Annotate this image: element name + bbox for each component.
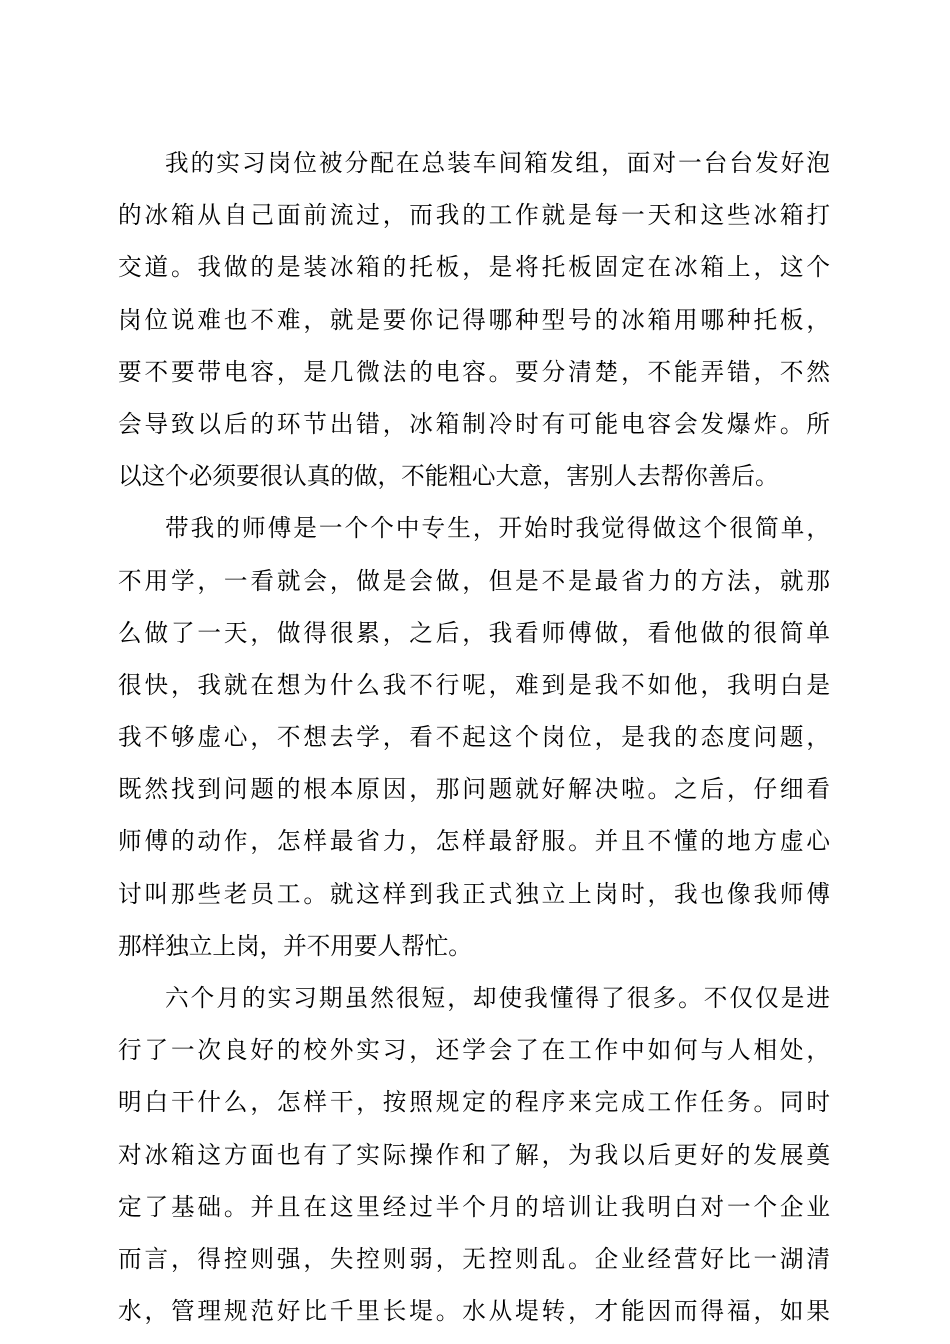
text-line: 明白干什么，怎样干，按照规定的程序来完成工作任务。同时 [118, 1088, 830, 1117]
text-line: 既然找到问题的根本原因，那问题就好解决啦。之后，仔细看 [118, 775, 830, 804]
text-line: 的冰箱从自己面前流过，而我的工作就是每一天和这些冰箱打 [118, 201, 830, 230]
text-line: 么做了一天，做得很累，之后，我看师傅做，看他做的很简单 [118, 618, 830, 647]
text-line: 很快，我就在想为什么我不行呢，难到是我不如他，我明白是 [118, 670, 830, 699]
text-line: 行了一次良好的校外实习，还学会了在工作中如何与人相处， [118, 1036, 830, 1065]
text-line: 我的实习岗位被分配在总装车间箱发组，面对一台台发好泡 [165, 149, 830, 177]
text-line: 岗位说难也不难，就是要你记得哪种型号的冰箱用哪种托板， [118, 305, 830, 334]
text-line: 以这个必须要很认真的做，不能粗心大意，害别人去帮你善后。 [118, 462, 779, 491]
text-line: 师傅的动作，怎样最省力，怎样最舒服。并且不懂的地方虚心 [118, 827, 830, 856]
text-line: 而言，得控则强，失控则弱，无控则乱。企业经营好比一湖清 [118, 1244, 830, 1273]
text-line: 对冰箱这方面也有了实际操作和了解，为我以后更好的发展奠 [118, 1140, 830, 1169]
text-line: 讨叫那些老员工。就这样到我正式独立上岗时，我也像我师傅 [118, 879, 830, 908]
text-line: 那样独立上岗，并不用要人帮忙。 [118, 931, 472, 960]
text-line: 会导致以后的环节出错，冰箱制冷时有可能电容会发爆炸。所 [118, 409, 830, 438]
paragraph [118, 972, 830, 1337]
paragraph [118, 137, 830, 502]
text-line: 交道。我做的是装冰箱的托板，是将托板固定在冰箱上，这个 [118, 253, 830, 282]
text-line: 六个月的实习期虽然很短，却使我懂得了很多。不仅仅是进 [165, 984, 830, 1012]
text-line: 定了基础。并且在这里经过半个月的培训让我明白对一个企业 [118, 1192, 830, 1221]
text-line: 要不要带电容，是几微法的电容。要分清楚，不能弄错，不然 [118, 357, 830, 386]
document-body [118, 137, 830, 1337]
text-line: 不用学，一看就会，做是会做，但是不是最省力的方法，就那 [118, 566, 830, 595]
text-line: 我不够虚心，不想去学，看不起这个岗位，是我的态度问题， [118, 723, 830, 752]
paragraph [118, 502, 830, 972]
text-line: 水，管理规范好比千里长堤。水从堤转，才能因而得福，如果 [118, 1297, 830, 1326]
text-line: 带我的师傅是一个个中专生，开始时我觉得做这个很简单， [165, 514, 830, 543]
